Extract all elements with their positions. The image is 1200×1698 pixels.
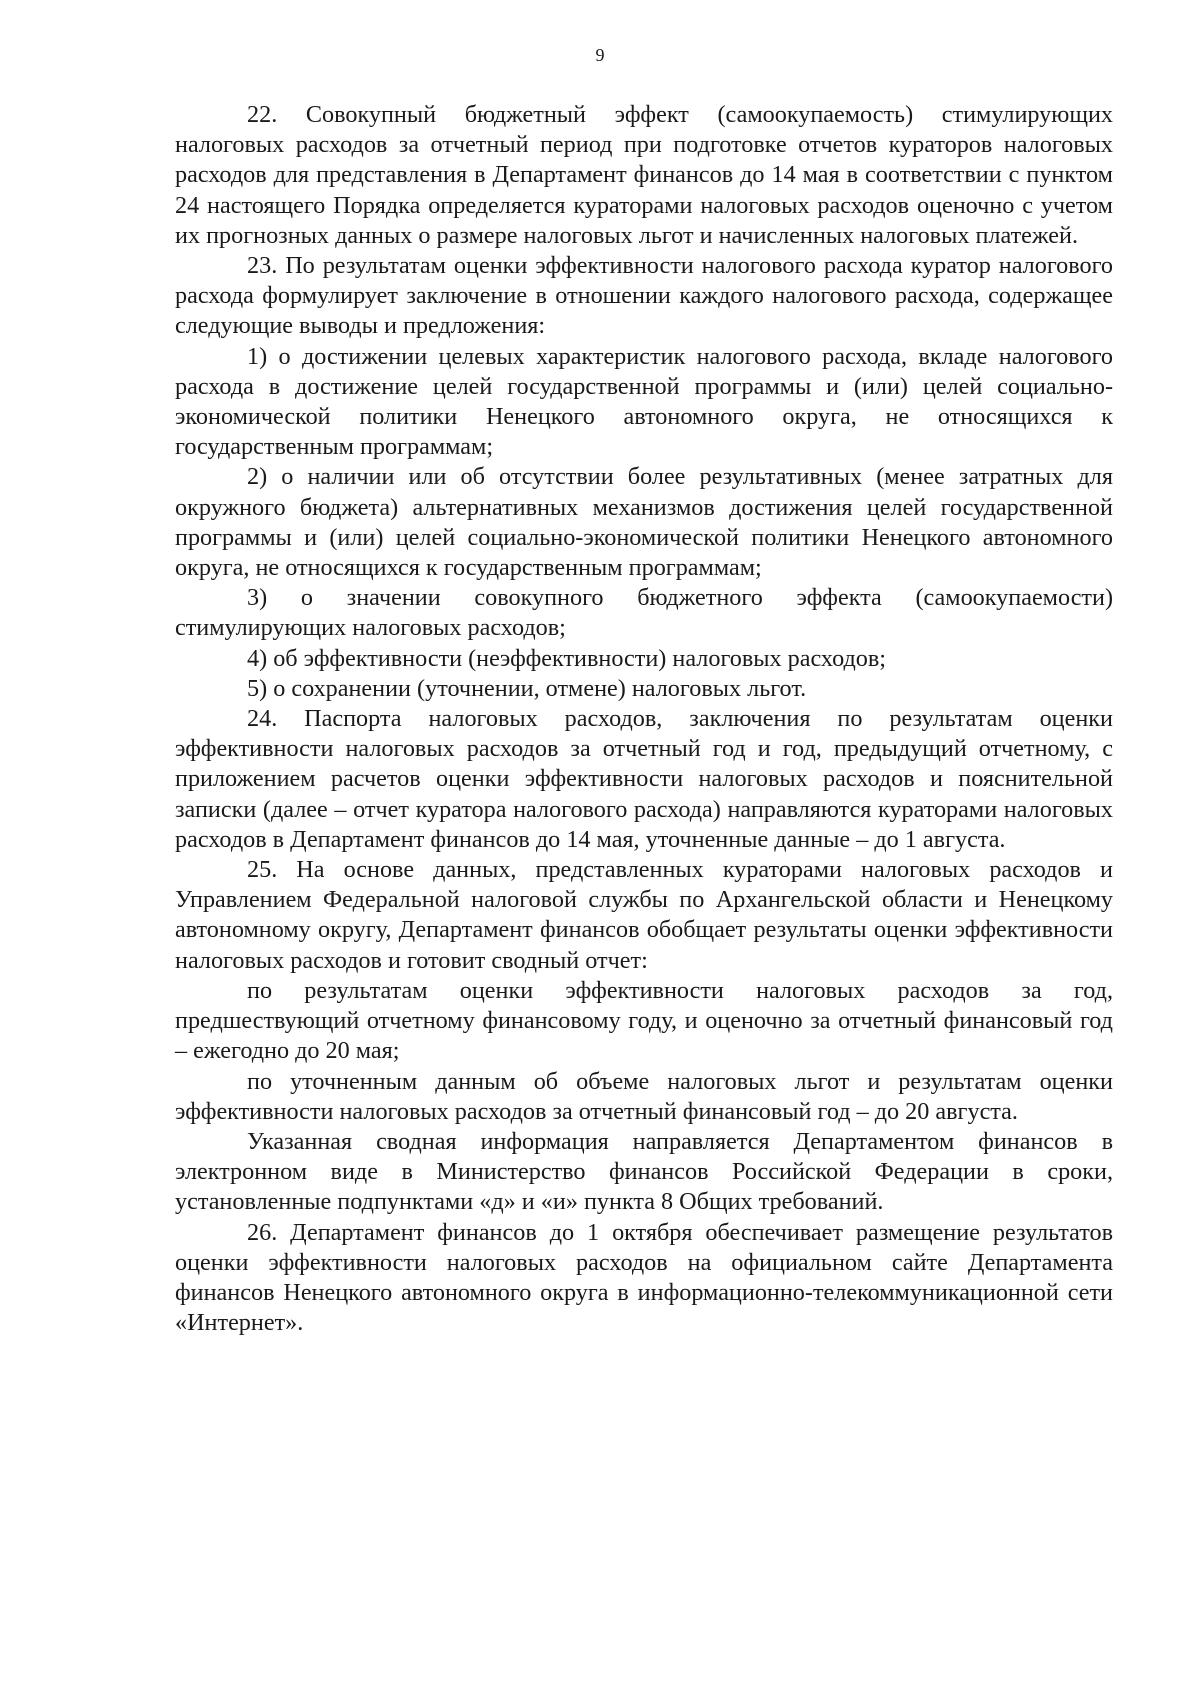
paragraph-25-summary: Указанная сводная информация направляется Департаментом финансов в электронном виде в Министерство финансов Российской Федерации в сроки, установленные подпунктами «д» и «и» пункта 8 Общих требований. — [175, 1127, 1113, 1216]
paragraph-22: 22. Совокупный бюджетный эффект (самоокупаемость) стимулирующих налоговых расходов за отчетный период при подготовке отчетов кураторов налоговых расходов для представления в Департамент финансов до 14 мая в соответствии с пунктом 24 настоящего Порядка определяется кураторами налоговых расходов оценочно с учетом их прогнозных данных о размере налоговых льгот и начисленных налоговых платежей. — [175, 101, 1113, 249]
paragraph-25-item-annual: по результатам оценки эффективности налоговых расходов за год, предшествующий отчетному финансовому году, и оценочно за отчетный финансовый год – ежегодно до 20 мая; — [175, 976, 1113, 1065]
paragraph-26: 26. Департамент финансов до 1 октября обеспечивает размещение результатов оценки эффективности налоговых расходов на официальном сайте Департамента финансов Ненецкого автономного округа в информационно-телекоммуникационной сети «Интернет». — [175, 1218, 1113, 1337]
paragraph-25: 25. На основе данных, представленных кураторами налоговых расходов и Управлением Федеральной налоговой службы по Архангельской области и Ненецкому автономному округу, Департамент финансов обобщает результаты оценки эффективности налоговых расходов и готовит сводный отчет: — [175, 856, 1113, 974]
document-body — [175, 100, 1113, 1338]
paragraph-24: 24. Паспорта налоговых расходов, заключения по результатам оценки эффективности налоговых расходов за отчетный год и год, предыдущий отчетному, с приложением расчетов оценки эффективности налоговых расходов и пояснительной записки (далее – отчет куратора налогового расхода) направляются кураторами налоговых расходов в Департамент финансов до 14 мая, уточненные данные – до 1 августа. — [175, 705, 1113, 853]
paragraph-23: 23. По результатам оценки эффективности налогового расхода куратор налогового расхода формулирует заключение в отношении каждого налогового расхода, содержащее следующие выводы и предложения: — [175, 252, 1113, 340]
list-item-23-5: 5) о сохранении (уточнении, отмене) налоговых льгот. — [247, 674, 807, 702]
list-item-23-2: 2) о наличии или об отсутствии более результативных (менее затратных для окружного бюджета) альтернативных механизмов достижения целей государственной программы и (или) целей социально-экономической политики Ненецкого автономного округа, не относящихся к государственным программам; — [175, 463, 1113, 582]
page-number: 9 — [595, 45, 605, 65]
list-item-23-3: 3) о значении совокупного бюджетного эффекта (самоокупаемости) стимулирующих налоговых расходов; — [175, 584, 1113, 642]
list-item-23-1: 1) о достижении целевых характеристик налогового расхода, вкладе налогового расхода в достижение целей государственной программы и (или) целей социально-экономической политики Ненецкого автономного округа, не относящихся к государственным программам; — [175, 342, 1113, 461]
list-item-23-4: 4) об эффективности (неэффективности) налоговых расходов; — [247, 644, 887, 672]
paragraph-25-item-refined: по уточненным данным об объеме налоговых льгот и результатам оценки эффективности налоговых расходов за отчетный финансовый год – до 20 августа. — [175, 1067, 1113, 1125]
